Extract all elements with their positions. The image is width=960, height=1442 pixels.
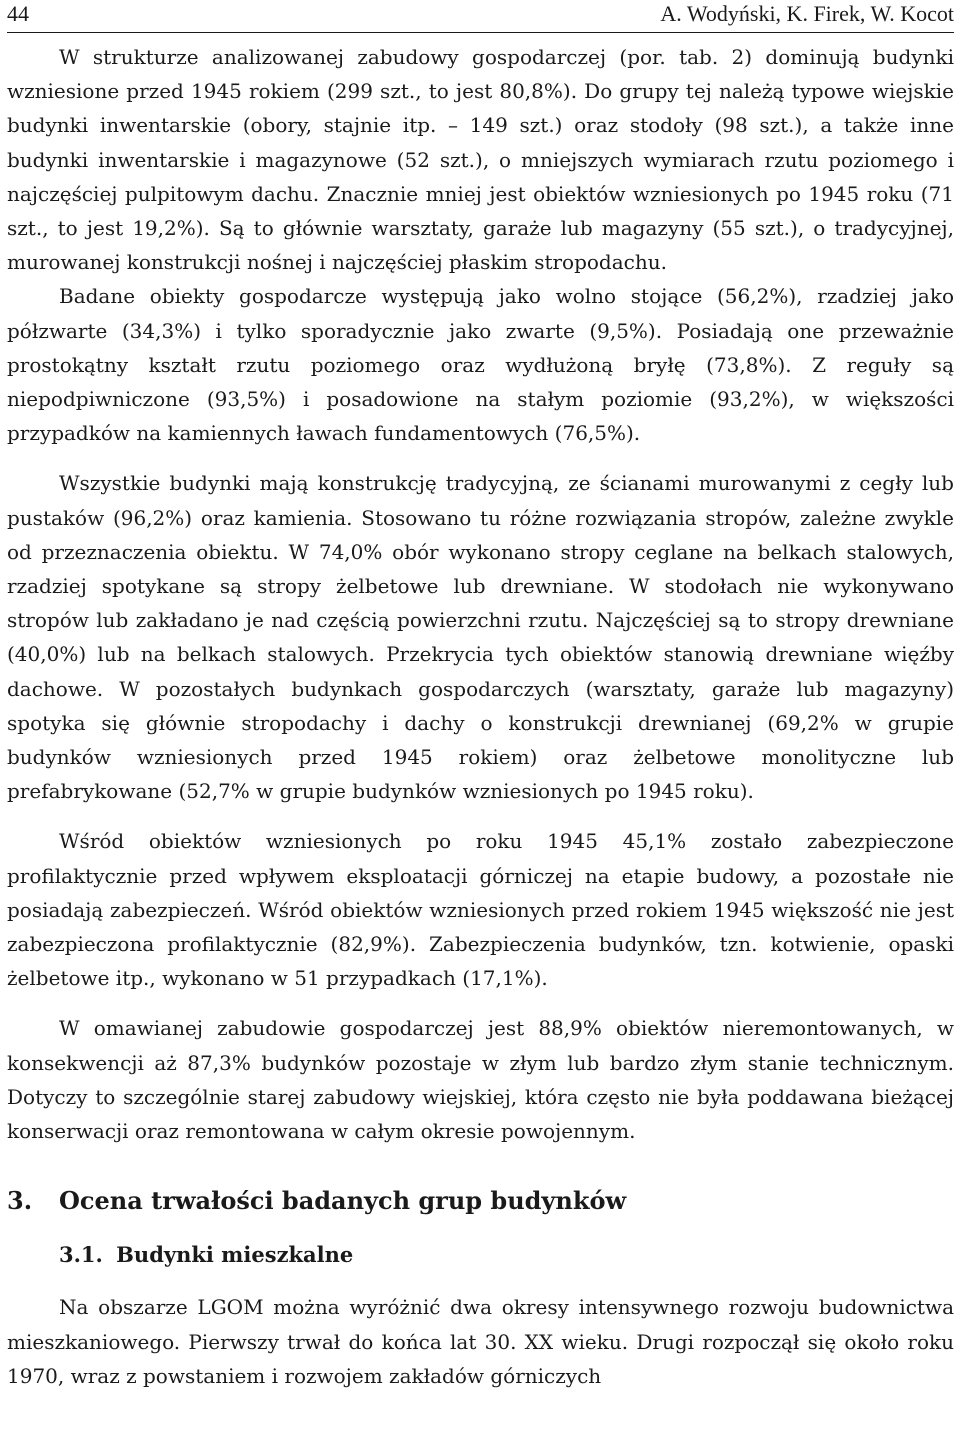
paragraph-2: Badane obiekty gospodarcze występują jako wolno stojące (56,2%), rzadziej jako półzwarte (34,3%) i tylko sporadycznie jako zwarte (9,5%). Posiadają one przeważnie prostokątny kształt rzutu poziomego oraz wydłużoną bryłę (73,8%). Z reguły są niepodpiwniczone (93,5%) i posadowione na stałym poziomie (93,2%), w większości przypadków na kamiennych ławach fundamentowych (76,5%). — [7, 284, 954, 446]
subsection-number: 3.1. — [59, 1242, 103, 1268]
paragraph-3: Wszystkie budynki mają konstrukcję tradycyjną, ze ścianami murowanymi z cegły lub pustaków (96,2%) oraz kamienia. Stosowano tu różne rozwiązania stropów, zależne zwykle od przeznaczenia obiektu. W 74,0% obór wykonano stropy ceglane na belkach stalowych, rzadziej spotykane są stropy żelbetowe lub drewniane. W stodołach nie wykonywano stropów lub zakładano je nad częścią powierzchni rzutu. Najczęściej są to stropy drewniane (40,0%) lub na belkach stalowych. Przekrycia tych obiektów stanowią drewniane więźby dachowe. W pozostałych budynkach gospodarczych (warsztaty, garaże lub magazyny) spotyka się głównie stropodachy i dachy o konstrukcji drewnianej (69,2% w grupie budynków wzniesionych przed 1945 rokiem) oraz żelbetowe monolityczne lub prefabrykowane (52,7% w grupie budynków wzniesionych po 1945 roku). — [7, 471, 954, 804]
paragraph-4: Wśród obiektów wzniesionych po roku 1945 45,1% zostało zabezpieczone profilaktycznie przed wpływem eksploatacji górniczej na etapie budowy, a pozostałe nie posiadają zabezpieczeń. Wśród obiektów wzniesionych przed rokiem 1945 większość nie jest zabezpieczona profilaktycznie (82,9%). Zabezpieczenia budynków, tzn. kotwienie, opaski żelbetowe itp., wykonano w 51 przypadkach (17,1%). — [7, 829, 954, 991]
subsection-heading — [59, 1238, 954, 1272]
paragraph-6: Na obszarze LGOM można wyróżnić dwa okresy intensywnego rozwoju budownictwa mieszkaniowego. Pierwszy trwał do końca lat 30. XX wieku. Drugi rozpoczął się około roku 1970, wraz z powstaniem i rozwojem zakładów górniczych — [7, 1295, 954, 1388]
section-title: Ocena trwałości badanych grup budynków — [59, 1186, 627, 1216]
header-rule — [7, 32, 954, 33]
section-heading — [7, 1184, 954, 1218]
paragraph-5: W omawianej zabudowie gospodarczej jest 88,9% obiektów nieremontowanych, w konsekwencji aż 87,3% budynków pozostaje w złym lub bardzo złym stanie technicznym. Dotyczy to szczególnie starej zabudowy wiejskiej, która często nie była poddawana bieżącej konserwacji oraz remontowana w całym okresie powojennym. — [7, 1016, 954, 1144]
body-text — [7, 40, 954, 1393]
running-header-authors: A. Wodyński, K. Firek, W. Kocot — [660, 1, 954, 26]
subsection-title: Budynki mieszkalne — [116, 1242, 354, 1268]
paragraph-1: W strukturze analizowanej zabudowy gospodarczej (por. tab. 2) dominują budynki wzniesione przed 1945 rokiem (299 szt., to jest 80,8%). Do grupy tej należą typowe wiejskie budynki inwentarskie (obory, stajnie itp. – 149 szt.) oraz stodoły (98 szt.), a także inne budynki inwentarskie i magazynowe (52 szt.), o mniejszych wymiarach rzutu poziomego i najczęściej pulpitowym dachu. Znacznie mniej jest obiektów wzniesionych po 1945 roku (71 szt., to jest 19,2%). Są to głównie warsztaty, garaże lub magazyny (55 szt.), o tradycyjnej, murowanej konstrukcji nośnej i najczęściej płaskim stropodachu. — [7, 45, 954, 275]
section-number: 3. — [7, 1186, 33, 1216]
running-header — [7, 0, 954, 30]
page-number: 44 — [7, 1, 29, 26]
